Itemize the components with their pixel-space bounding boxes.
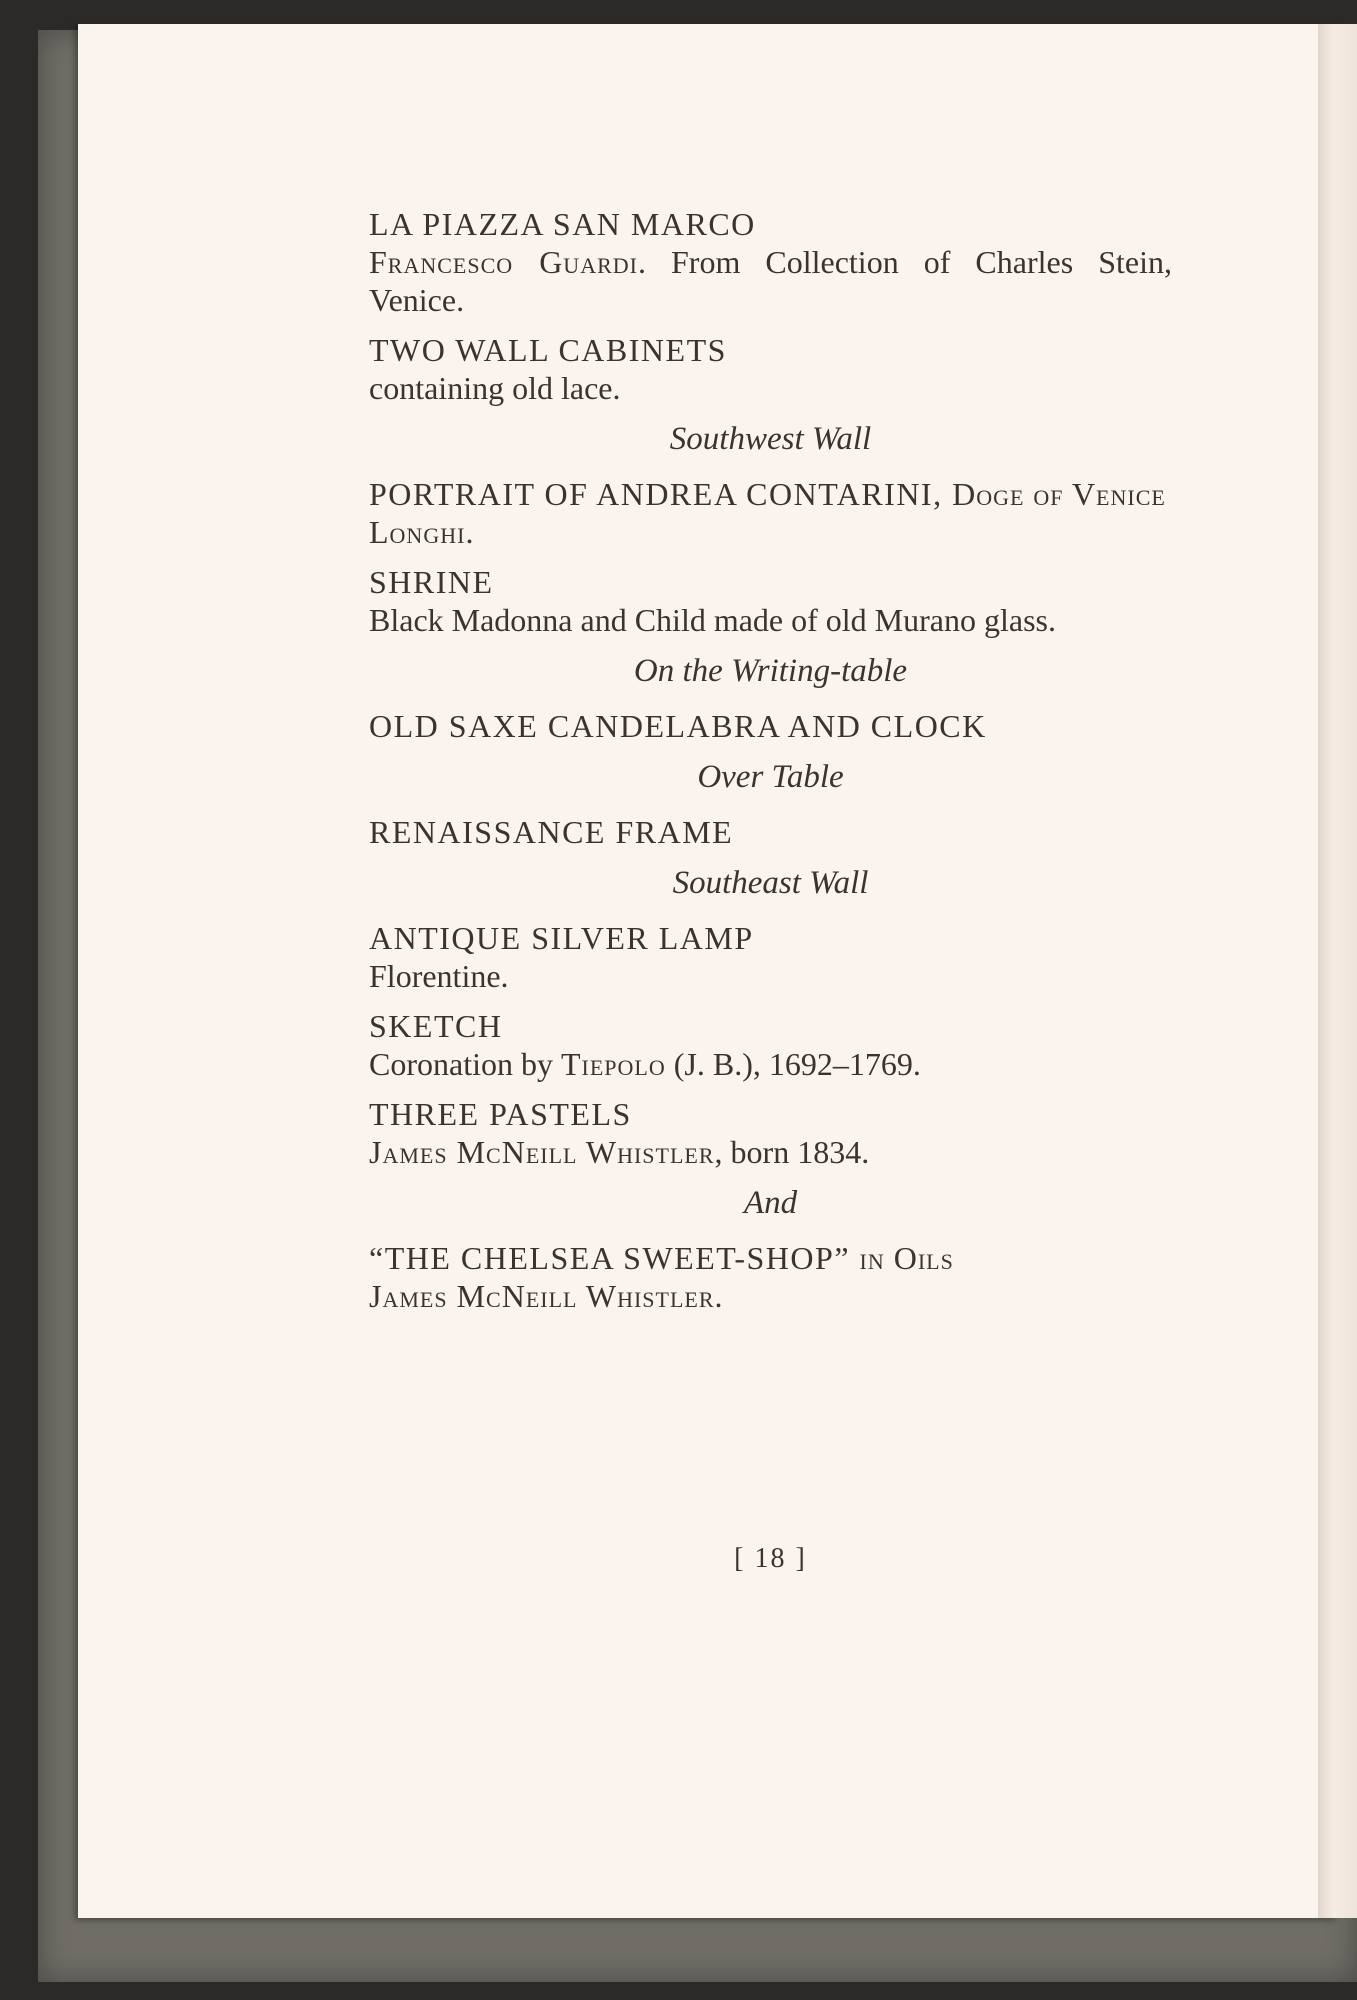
section-heading: And xyxy=(743,1185,798,1221)
artist-name: Tiepolo xyxy=(560,1046,666,1082)
catalogue-entry xyxy=(369,1095,1172,1171)
entry-title: “THE CHELSEA SWEET-SHOP” in Oils xyxy=(369,1240,954,1276)
entry-description: Francesco Guardi. From Collection of Charles Stein, Venice. xyxy=(369,244,1172,318)
facing-page-edge xyxy=(1318,24,1357,1918)
entry-description: Longhi. xyxy=(369,514,474,550)
catalogue-entry xyxy=(369,563,1172,639)
entry-title: OLD SAXE CANDELABRA AND CLOCK xyxy=(369,708,987,744)
entry-title: RENAISSANCE FRAME xyxy=(369,814,734,850)
entry-title: SKETCH xyxy=(369,1008,503,1044)
catalogue-entry xyxy=(369,813,1172,851)
catalogue-entry xyxy=(369,707,1172,745)
artist-name: James McNeill Whistler xyxy=(369,1278,715,1314)
catalogue-entry xyxy=(369,205,1172,319)
entry-title: SHRINE xyxy=(369,564,494,600)
section-heading: Southwest Wall xyxy=(669,421,872,457)
entry-description: Coronation by Tiepolo (J. B.), 1692–1769. xyxy=(369,1046,921,1082)
page-number: [ 18 ] xyxy=(734,1543,807,1574)
section-heading: Over Table xyxy=(697,759,844,795)
entry-description: James McNeill Whistler. xyxy=(369,1278,723,1314)
entry-title: LA PIAZZA SAN MARCO xyxy=(369,206,756,242)
artist-name: James McNeill Whistler xyxy=(369,1134,715,1170)
entry-title: PORTRAIT OF ANDREA CONTARINI, Doge of Venice xyxy=(369,476,1166,512)
section-heading: Southeast Wall xyxy=(672,865,869,901)
entry-description: containing old lace. xyxy=(369,370,621,406)
catalogue-entry xyxy=(369,1007,1172,1083)
artist-name: Francesco Guardi xyxy=(369,244,638,280)
entry-description: James McNeill Whistler, born 1834. xyxy=(369,1134,870,1170)
entry-title: TWO WALL CABINETS xyxy=(369,332,727,368)
entry-title-subtitle: in Oils xyxy=(859,1240,954,1276)
entry-title: ANTIQUE SILVER LAMP xyxy=(369,920,754,956)
artist-name: Longhi xyxy=(369,514,466,550)
entry-description: Florentine. xyxy=(369,958,509,994)
catalogue-entry xyxy=(369,475,1172,551)
entry-description: Black Madonna and Child made of old Murano glass. xyxy=(369,602,1056,638)
catalogue-entry xyxy=(369,331,1172,407)
catalogue-entry xyxy=(369,919,1172,995)
catalogue-entry xyxy=(369,1239,1172,1315)
section-heading: On the Writing-table xyxy=(633,653,908,689)
entry-title: THREE PASTELS xyxy=(369,1096,632,1132)
catalogue-text xyxy=(369,205,1172,1327)
entry-title-subtitle: Doge of Venice xyxy=(952,476,1166,512)
